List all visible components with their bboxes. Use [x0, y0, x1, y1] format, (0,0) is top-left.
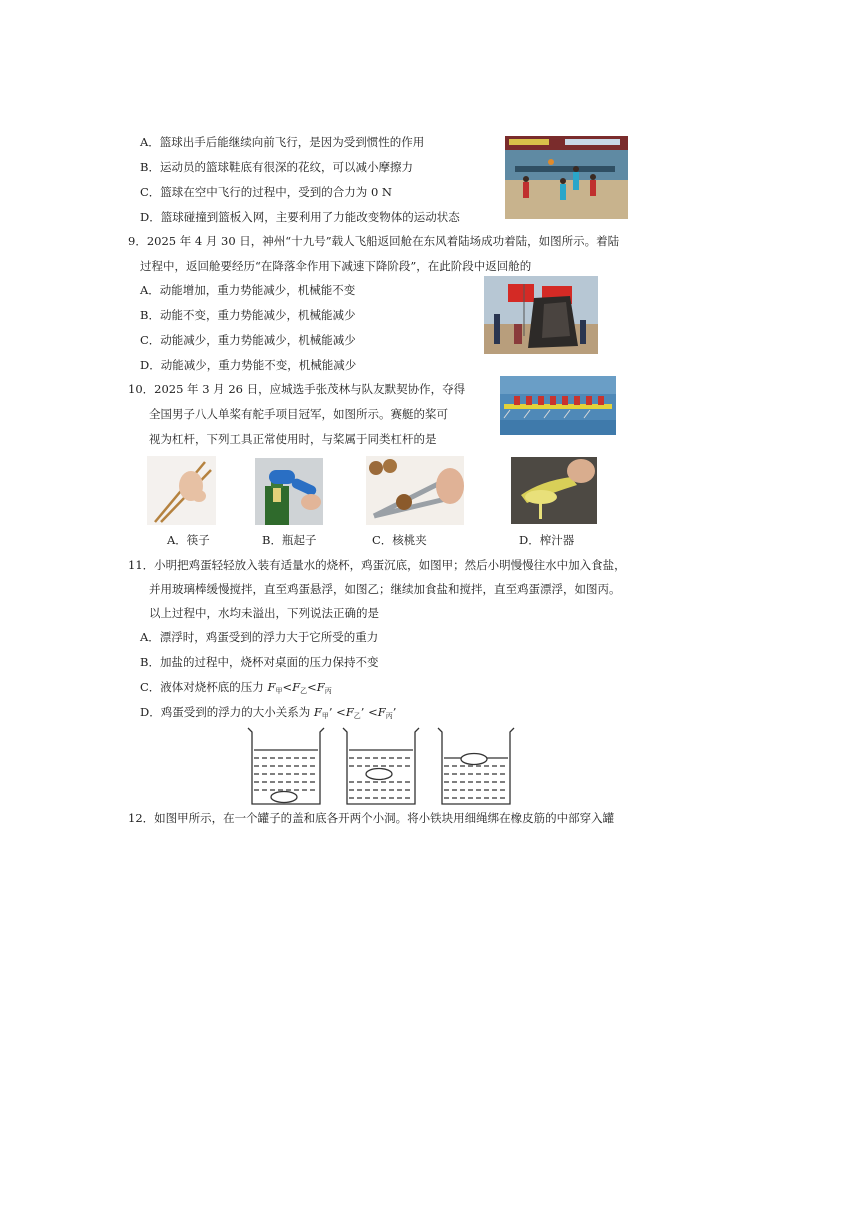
q10-stem-line3: 视为杠杆，下列工具正常使用时，与桨属于同类杠杆的是 [149, 432, 437, 446]
force-symbol: F [313, 705, 322, 719]
less-than-sign: < [336, 705, 346, 719]
q9-stem-line2: 过程中，返回舱要经历“在降落伞作用下减速下降阶段”，在此阶段中返回舱的 [140, 259, 532, 273]
force-symbol: F [345, 705, 354, 719]
subscript-jia: 甲 [321, 712, 329, 720]
force-symbol: F [316, 680, 325, 694]
juicer-photo [511, 457, 597, 524]
nutcracker-photo [366, 456, 464, 525]
subscript-bing: 丙 [385, 712, 393, 720]
beaker-jia [248, 728, 324, 804]
tool-caption-d: D．榨汁器 [519, 533, 575, 547]
prime-mark: ’ [360, 705, 365, 719]
q10-stem-line1: 10．2025 年 3 月 26 日，应城选手张茂林与队友默契协作，夺得 [128, 382, 466, 396]
q11-option-b: B．加盐的过程中，烧杯对桌面的压力保持不变 [140, 655, 379, 669]
three-beakers-diagram [240, 724, 520, 808]
less-than-sign: < [368, 705, 378, 719]
q8-option-b: B．运动员的篮球鞋底有很深的花纹，可以减小摩擦力 [140, 160, 413, 174]
q11-option-d-text: D．鸡蛋受到的浮力的大小关系为 [140, 705, 314, 719]
q11-stem-line2: 并用玻璃棒缓慢搅拌，直至鸡蛋悬浮，如图乙；继续加食盐和搅拌，直至鸡蛋漂浮，如图丙。 [149, 582, 621, 596]
subscript-jia: 甲 [275, 687, 283, 695]
q9-stem-line1: 9．2025 年 4 月 30 日，神州“十九号”载人飞船返回舱在东风着陆场成功着陆，如图所示。着陆 [128, 234, 620, 248]
q11-stem-line1: 11．小明把鸡蛋轻轻放入装有适量水的烧杯，鸡蛋沉底，如图甲；然后小明慢慢往水中加入食盐， [128, 558, 626, 572]
q9-option-a: A．动能增加，重力势能减少，机械能不变 [140, 283, 356, 297]
beaker-yi [343, 728, 419, 804]
tool-caption-a: A．筷子 [167, 533, 210, 547]
q9-option-b: B．动能不变，重力势能减少，机械能减少 [140, 308, 356, 322]
egg-suspended [366, 769, 392, 780]
q9-option-c: C．动能减少，重力势能减少，机械能减少 [140, 333, 356, 347]
force-symbol: F [267, 680, 276, 694]
q11-option-c-text: C．液体对烧杯底的压力 [140, 680, 268, 694]
bottle-opener-photo [255, 458, 323, 525]
q8-option-c: C．篮球在空中飞行的过程中，受到的合力为 0 N [140, 185, 392, 199]
q11-option-a: A．漂浮时，鸡蛋受到的浮力大于它所受的重力 [140, 630, 379, 644]
q12-stem-line1: 12．如图甲所示，在一个罐子的盖和底各开两个小洞。将小铁块用细绳绑在橡皮筋的中部穿入罐 [128, 811, 615, 825]
prime-mark: ’ [328, 705, 333, 719]
egg-floating [461, 754, 487, 765]
subscript-yi: 乙 [353, 712, 361, 720]
less-than-sign: < [282, 680, 293, 694]
basketball-game-photo [505, 136, 628, 219]
q11-option-d [140, 704, 396, 724]
q11-option-c [140, 679, 332, 699]
q8-option-a: A．篮球出手后能继续向前飞行，是因为受到惯性的作用 [140, 135, 425, 149]
q9-option-d: D．动能减少，重力势能不变，机械能减少 [140, 358, 357, 372]
beaker-bing [438, 728, 514, 804]
return-capsule-photo [484, 276, 598, 354]
q10-stem-line2: 全国男子八人单桨有舵手项目冠军，如图所示。赛艇的桨可 [149, 407, 448, 421]
q11-stem-line3: 以上过程中，水均未溢出，下列说法正确的是 [149, 606, 379, 620]
prime-mark: ’ [392, 705, 397, 719]
rowing-team-photo [500, 376, 616, 435]
q8-option-d: D．篮球碰撞到篮板入网，主要利用了力能改变物体的运动状态 [140, 210, 460, 224]
subscript-bing: 丙 [324, 687, 332, 695]
subscript-yi: 乙 [300, 687, 308, 695]
force-symbol: F [292, 680, 301, 694]
egg-sunk [271, 792, 297, 803]
force-symbol: F [377, 705, 386, 719]
chopsticks-photo [147, 456, 216, 525]
tool-caption-c: C．核桃夹 [372, 533, 427, 547]
less-than-sign: < [307, 680, 317, 694]
tool-caption-b: B．瓶起子 [262, 533, 317, 547]
